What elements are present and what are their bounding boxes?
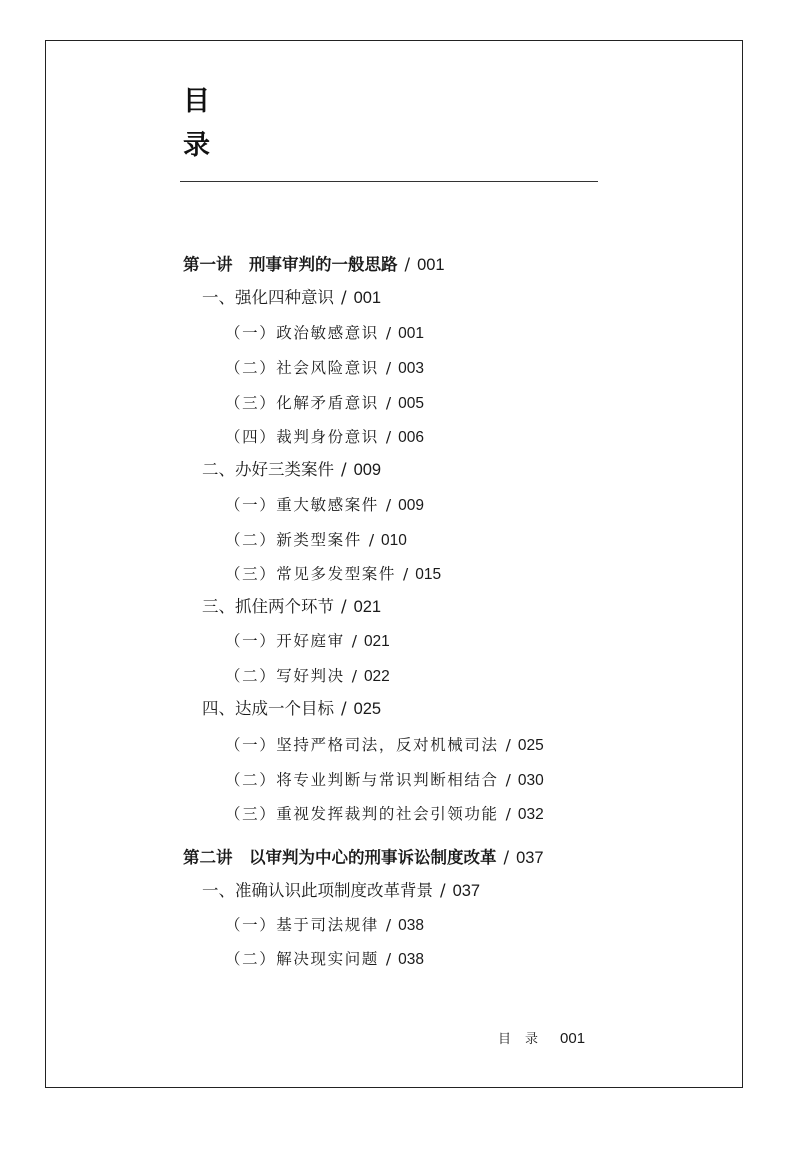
footer-title: 目录 — [498, 1032, 553, 1047]
toc-entry-text: 第一讲 刑事审判的一般思路 — [183, 255, 398, 274]
toc-entry-text: 四、达成一个目标 — [202, 699, 334, 718]
toc-separator: / — [385, 394, 392, 412]
toc-entry-text: （一）重大敏感案件 — [225, 496, 379, 514]
toc-entry-subsection[interactable] — [225, 738, 544, 754]
toc-page-number: 025 — [517, 737, 544, 754]
toc-entry-text: （二）新类型案件 — [225, 531, 362, 549]
toc-page-number: 022 — [363, 668, 390, 685]
toc-entry-subsection[interactable] — [225, 430, 424, 446]
footer-page-number: 001 — [560, 1030, 586, 1047]
toc-page-number: 015 — [415, 566, 442, 583]
toc-separator: / — [385, 916, 392, 934]
toc-heading-char-2: 录 — [183, 130, 210, 161]
toc-entry-text: （三）化解矛盾意识 — [225, 394, 379, 412]
toc-entry-lecture-2[interactable] — [183, 850, 544, 867]
toc-separator: / — [385, 950, 392, 968]
toc-separator: / — [341, 288, 347, 307]
toc-separator: / — [351, 632, 357, 650]
toc-page-number: 021 — [353, 598, 382, 616]
toc-entry-section[interactable] — [202, 599, 381, 616]
toc-page-number: 037 — [452, 882, 481, 900]
toc-page-number: 021 — [363, 633, 390, 650]
toc-separator: / — [404, 255, 411, 274]
heading-divider — [180, 181, 598, 182]
toc-entry-text: （一）政治敏感意识 — [225, 324, 379, 342]
toc-entry-text: （二）社会风险意识 — [225, 359, 379, 377]
toc-separator: / — [341, 699, 347, 718]
toc-page-number: 025 — [353, 700, 382, 718]
toc-separator: / — [403, 565, 409, 583]
toc-separator: / — [503, 848, 510, 867]
toc-entry-text: （一）坚持严格司法，反对机械司法 — [225, 736, 499, 754]
toc-separator: / — [440, 881, 446, 900]
toc-entry-subsection[interactable] — [225, 361, 424, 377]
toc-page-number: 001 — [417, 256, 445, 274]
toc-heading-char-1: 目 — [183, 86, 210, 117]
toc-page-number: 009 — [398, 497, 425, 514]
toc-entry-text: 一、准确认识此项制度改革背景 — [202, 881, 433, 900]
toc-page-number: 010 — [381, 532, 407, 549]
toc-entry-text: （四）裁判身份意识 — [225, 428, 379, 446]
toc-entry-text: （二）将专业判断与常识判断相结合 — [225, 771, 499, 789]
toc-page-number: 032 — [517, 806, 544, 823]
toc-separator: / — [505, 805, 511, 823]
toc-separator: / — [505, 736, 511, 754]
toc-separator: / — [385, 428, 392, 446]
toc-entry-subsection[interactable] — [225, 669, 390, 685]
toc-entry-subsection[interactable] — [225, 396, 424, 412]
page-footer — [498, 1031, 585, 1046]
toc-separator: / — [385, 359, 392, 377]
toc-separator: / — [341, 597, 347, 616]
toc-page-number: 001 — [398, 325, 425, 342]
toc-page-number: 030 — [517, 772, 544, 789]
toc-page-number: 037 — [516, 849, 544, 867]
toc-page-number: 003 — [398, 360, 425, 377]
toc-entry-section[interactable] — [202, 701, 381, 718]
toc-entry-section[interactable] — [202, 290, 381, 307]
toc-entry-text: （一）开好庭审 — [225, 632, 345, 650]
toc-entry-text: 一、强化四种意识 — [202, 288, 334, 307]
toc-entry-subsection[interactable] — [225, 634, 390, 650]
toc-page-number: 009 — [353, 461, 382, 479]
toc-page-number: 038 — [398, 917, 425, 934]
toc-entry-text: 二、办好三类案件 — [202, 460, 334, 479]
toc-entry-text: （二）解决现实问题 — [225, 950, 379, 968]
toc-page-number: 005 — [398, 395, 425, 412]
toc-separator: / — [505, 771, 511, 789]
toc-page-number: 006 — [398, 429, 425, 446]
toc-entry-subsection[interactable] — [225, 498, 424, 514]
toc-entry-section[interactable] — [202, 462, 381, 479]
toc-entry-subsection[interactable] — [225, 533, 407, 549]
toc-entry-subsection[interactable] — [225, 918, 424, 934]
toc-separator: / — [385, 496, 392, 514]
toc-entry-subsection[interactable] — [225, 807, 544, 823]
toc-entry-text: （二）写好判决 — [225, 667, 345, 685]
toc-entry-subsection[interactable] — [225, 567, 441, 583]
toc-separator: / — [351, 667, 357, 685]
toc-separator: / — [341, 460, 347, 479]
toc-separator: / — [385, 324, 392, 342]
toc-entry-text: （一）基于司法规律 — [225, 916, 379, 934]
toc-entry-subsection[interactable] — [225, 326, 424, 342]
toc-entry-subsection[interactable] — [225, 773, 544, 789]
toc-entry-text: 三、抓住两个环节 — [202, 597, 334, 616]
toc-entry-section[interactable] — [202, 883, 480, 900]
toc-entry-text: （三）重视发挥裁判的社会引领功能 — [225, 805, 499, 823]
toc-entry-lecture-1[interactable] — [183, 257, 445, 274]
toc-page-number: 038 — [398, 951, 425, 968]
toc-page-number: 001 — [353, 289, 382, 307]
toc-entry-subsection[interactable] — [225, 952, 424, 968]
toc-entry-text: （三）常见多发型案件 — [225, 565, 397, 583]
toc-separator: / — [368, 531, 375, 549]
toc-entry-text: 第二讲 以审判为中心的刑事诉讼制度改革 — [183, 848, 497, 867]
